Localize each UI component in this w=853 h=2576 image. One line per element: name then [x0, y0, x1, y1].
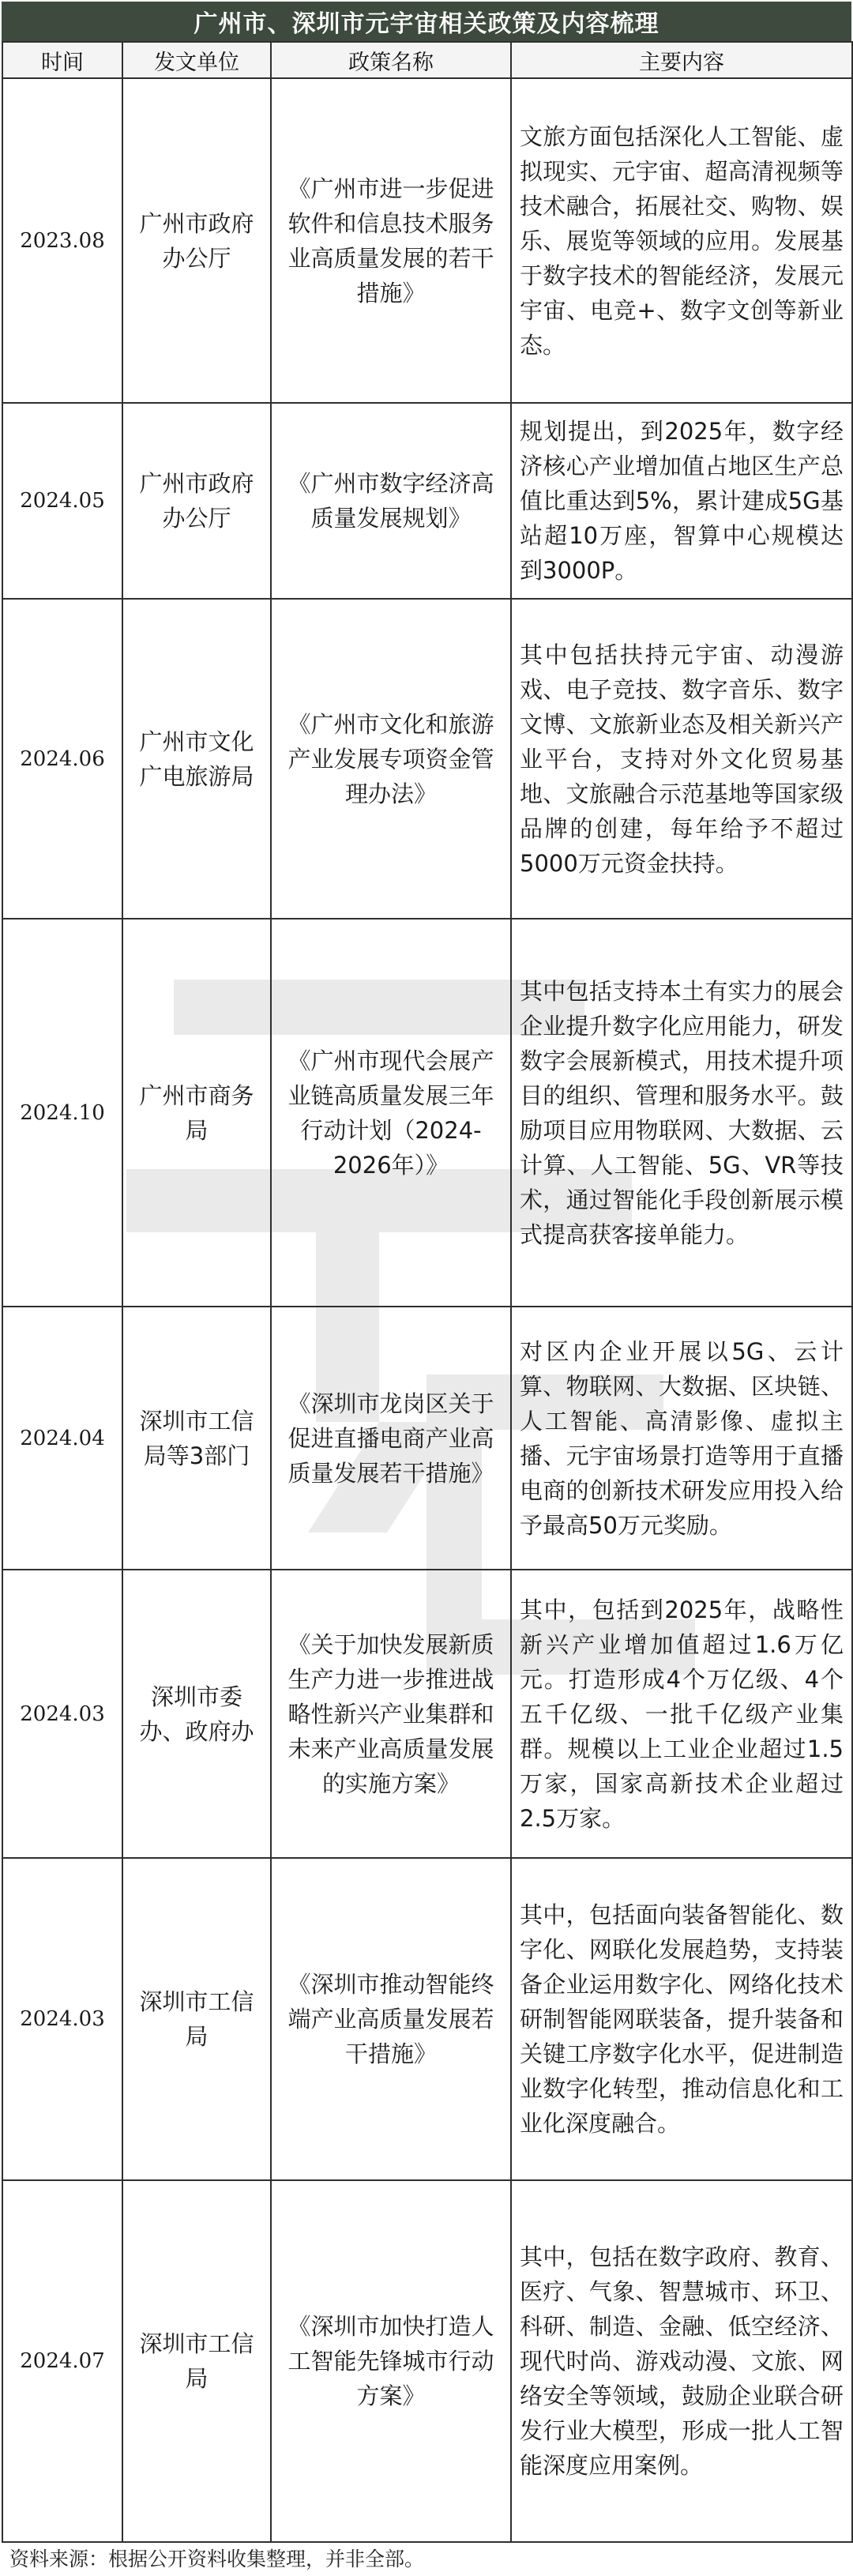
row-date: 2024.03: [2, 1858, 122, 2180]
row-date: 2024.06: [2, 599, 122, 919]
row-content: 规划提出，到2025年，数字经济核心产业增加值占地区生产总值比重达到5%，累计建成5G基站超10万座，智算中心规模达到3000P。: [511, 403, 852, 599]
table-title: 广州市、深圳市元宇宙相关政策及内容梳理: [2, 2, 851, 41]
row-policy-name: 《广州市进一步促进软件和信息技术服务业高质量发展的若干措施》: [271, 78, 511, 403]
table-row: [2, 78, 852, 403]
row-date: 2023.08: [2, 78, 122, 403]
column-header-name: 政策名称: [271, 42, 511, 78]
row-content: 其中包括扶持元宇宙、动漫游戏、电子竞技、数字音乐、数字文博、文旅新业态及相关新兴产业平台，支持对外文化贸易基地、文旅融合示范基地等国家级品牌的创建，每年给予不超过5000万元资金扶持。: [511, 599, 852, 919]
row-policy-name: 《广州市文化和旅游产业发展专项资金管理办法》: [271, 599, 511, 919]
row-unit: 深圳市工信局等3部门: [122, 1307, 271, 1570]
column-header-unit: 发文单位: [122, 42, 271, 78]
column-header-content: 主要内容: [511, 42, 852, 78]
row-date: 2024.03: [2, 1570, 122, 1858]
row-unit: 深圳市委办、政府办: [122, 1570, 271, 1858]
row-policy-name: 《深圳市推动智能终端产业高质量发展若干措施》: [271, 1858, 511, 2180]
row-date: 2024.07: [2, 2180, 122, 2542]
row-policy-name: 《广州市数字经济高质量发展规划》: [271, 403, 511, 599]
row-content: 其中，包括到2025年，战略性新兴产业增加值超过1.6万亿元。打造形成4个万亿级、4个五千亿级、一批千亿级产业集群。规模以上工业企业超过1.5万家，国家高新技术企业超过2.5万家。: [511, 1570, 852, 1858]
row-date: 2024.04: [2, 1307, 122, 1570]
table-row: [2, 1307, 852, 1570]
row-content: 其中包括支持本土有实力的展会企业提升数字化应用能力，研发数字会展新模式，用技术提升项目的组织、管理和服务水平。鼓励项目应用物联网、大数据、云计算、人工智能、5G、VR等技术，通过智能化手段创新展示模式提高获客接单能力。: [511, 919, 852, 1307]
table-row: [2, 1858, 852, 2180]
source-note: 资料来源：根据公开资料收集整理，并非全部。: [9, 2548, 425, 2570]
row-content: 其中，包括在数字政府、教育、医疗、气象、智慧城市、环卫、科研、制造、金融、低空经济、现代时尚、游戏动漫、文旅、网络安全等领域，鼓励企业联合研发行业大模型，形成一批人工智能深度应用案例。: [511, 2180, 852, 2542]
column-header-date: 时间: [2, 42, 122, 78]
row-policy-name: 《关于加快发展新质生产力进一步推进战略性新兴产业集群和未来产业高质量发展的实施方案》: [271, 1570, 511, 1858]
table-row: [2, 1570, 852, 1858]
row-unit: 广州市商务局: [122, 919, 271, 1307]
table-row: [2, 919, 852, 1307]
row-policy-name: 《深圳市加快打造人工智能先锋城市行动方案》: [271, 2180, 511, 2542]
header-row: [2, 42, 852, 78]
row-policy-name: 《深圳市龙岗区关于促进直播电商产业高质量发展若干措施》: [271, 1307, 511, 1570]
row-content: 其中，包括面向装备智能化、数字化、网联化发展趋势，支持装备企业运用数字化、网络化技术研制智能网联装备，提升装备和关键工序数字化水平，促进制造业数字化转型，推动信息化和工业化深度融合。: [511, 1858, 852, 2180]
policy-table: [2, 41, 853, 2543]
table-row: [2, 403, 852, 599]
row-date: 2024.10: [2, 919, 122, 1307]
row-unit: 深圳市工信局: [122, 2180, 271, 2542]
row-unit: 广州市政府办公厅: [122, 78, 271, 403]
row-date: 2024.05: [2, 403, 122, 599]
row-content: 文旅方面包括深化人工智能、虚拟现实、元宇宙、超高清视频等技术融合，拓展社交、购物、娱乐、展览等领域的应用。发展基于数字技术的智能经济，发展元宇宙、电竞+、数字文创等新业态。: [511, 78, 852, 403]
row-unit: 深圳市工信局: [122, 1858, 271, 2180]
row-unit: 广州市政府办公厅: [122, 403, 271, 599]
table-row: [2, 2180, 852, 2542]
row-unit: 广州市文化广电旅游局: [122, 599, 271, 919]
table-row: [2, 599, 852, 919]
row-content: 对区内企业开展以5G、云计算、物联网、大数据、区块链、人工智能、高清影像、虚拟主播、元宇宙场景打造等用于直播电商的创新技术研发应用投入给予最高50万元奖励。: [511, 1307, 852, 1570]
row-policy-name: 《广州市现代会展产业链高质量发展三年行动计划（2024-2026年）》: [271, 919, 511, 1307]
